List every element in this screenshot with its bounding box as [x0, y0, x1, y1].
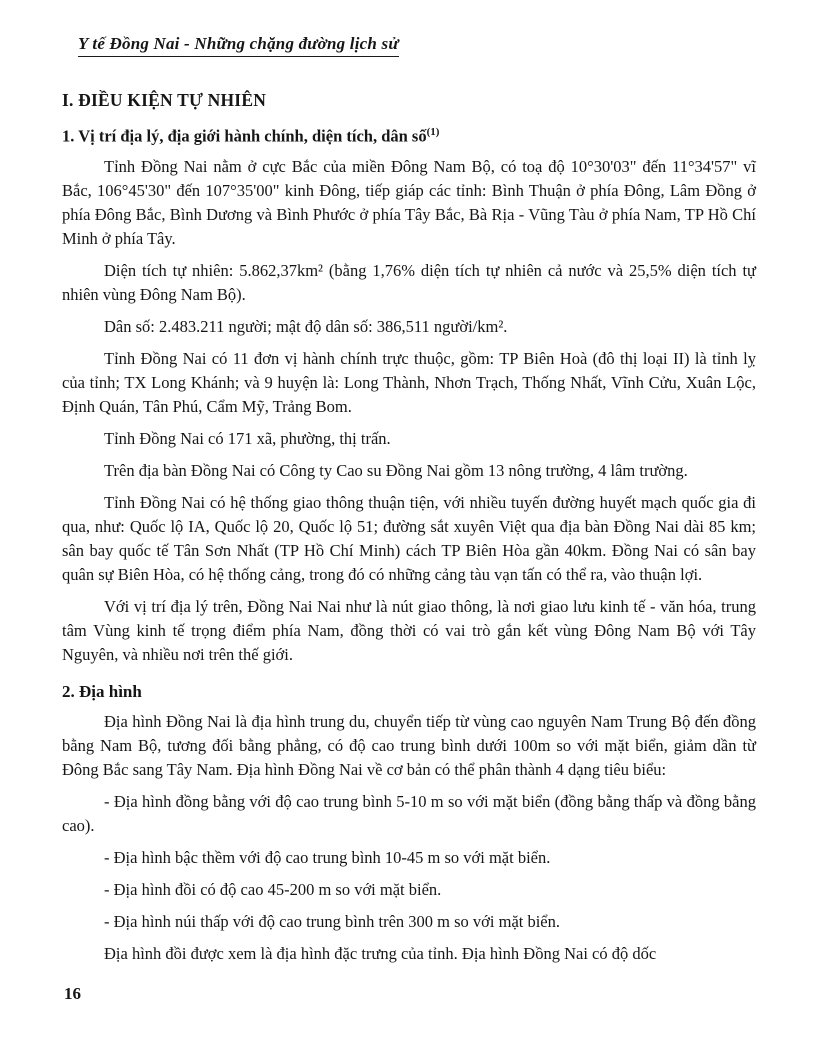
running-header — [78, 34, 756, 57]
bullet-terrain-hill: - Địa hình đồi có độ cao 45-200 m so với mặt biển. — [104, 879, 442, 899]
subsection-1-heading — [62, 126, 756, 147]
paragraph-population: Dân số: 2.483.211 người; mật độ dân số: 386,511 người/km². — [104, 316, 508, 336]
paragraph-geo-role: Với vị trí địa lý trên, Đồng Nai Nai như là nút giao thông, là nơi giao lưu kinh tế - văn hóa, trung tâm Vùng kinh tế trọng điểm phía Nam, đồng thời có vai trò gắn kết vùng Đông Nam Bộ với Tây Nguyên, và nhiều nơi trên thế giới. — [62, 596, 756, 664]
paragraph-location: Tỉnh Đồng Nai nằm ở cực Bắc của miền Đông Nam Bộ, có toạ độ 10°30'03" đến 11°34'57" vĩ Bắc, 106°45'30" đến 107°35'00" kinh Đông, tiếp giáp các tỉnh: Bình Thuận ở phía Đông, Lâm Đồng ở phía Đông Bắc, Bình Dương và Bình Phước ở phía Tây Bắc, Bà Rịa - Vũng Tàu ở phía Nam, TP Hồ Chí Minh ở phía Tây. — [62, 156, 756, 248]
bullet-terrain-low-mountain: - Địa hình núi thấp với độ cao trung bình trên 300 m so với mặt biển. — [104, 911, 561, 931]
running-header-title: Y tế Đồng Nai - Những chặng đường lịch sử — [78, 34, 399, 57]
paragraph-terrain-intro: Địa hình Đồng Nai là địa hình trung du, chuyển tiếp từ vùng cao nguyên Nam Trung Bộ đến đồng bằng Nam Bộ, tương đối bằng phẳng, có độ cao trung bình dưới 100m so với mặt biển, giảm dần từ Đông Bắc sang Tây Nam. Địa hình Đồng Nai về cơ bản có thể phân thành 4 dạng tiêu biểu: — [62, 711, 756, 779]
paragraph-transport: Tỉnh Đồng Nai có hệ thống giao thông thuận tiện, với nhiều tuyến đường huyết mạch quốc gia đi qua, như: Quốc lộ IA, Quốc lộ 20, Quốc lộ 51; đường sắt xuyên Việt qua địa bàn Đồng Nai dài 85 km; sân bay quốc tế Tân Sơn Nhất (TP Hồ Chí Minh) cách TP Biên Hòa gần 40km. Đồng Nai có sân bay quân sự Biên Hòa, có hệ thống cảng, trong đó có những cảng tàu vạn tấn có thể ra, vào thuận lợi. — [62, 492, 756, 584]
paragraph-admin-units: Tỉnh Đồng Nai có 11 đơn vị hành chính trực thuộc, gồm: TP Biên Hoà (đô thị loại II) là tỉnh lỵ của tỉnh; TX Long Khánh; và 9 huyện là: Long Thành, Nhơn Trạch, Thống Nhất, Vĩnh Cửu, Xuân Lộc, Định Quán, Tân Phú, Cẩm Mỹ, Trảng Bom. — [62, 348, 756, 416]
section-1-heading: I. ĐIỀU KIỆN TỰ NHIÊN — [62, 90, 267, 110]
paragraph-area: Diện tích tự nhiên: 5.862,37km² (bằng 1,76% diện tích tự nhiên cả nước và 25,5% diện tích tự nhiên vùng Đông Nam Bộ). — [62, 260, 756, 304]
bullet-terrain-plain: - Địa hình đồng bằng với độ cao trung bình 5-10 m so với mặt biển (đồng bằng thấp và đồng bằng cao). — [62, 791, 756, 835]
page-number: 16 — [64, 984, 81, 1003]
bullet-terrain-terrace: - Địa hình bậc thềm với độ cao trung bình 10-45 m so với mặt biển. — [104, 847, 551, 867]
section-2-heading: 2. Địa hình — [62, 681, 142, 701]
subsection-1-title: 1. Vị trí địa lý, địa giới hành chính, diện tích, dân số — [62, 126, 427, 146]
paragraph-communes: Tỉnh Đồng Nai có 171 xã, phường, thị trấn. — [104, 428, 391, 448]
footnote-marker: (1) — [426, 126, 440, 138]
paragraph-rubber-company: Trên địa bàn Đồng Nai có Công ty Cao su Đồng Nai gồm 13 nông trường, 4 lâm trường. — [104, 460, 688, 480]
paragraph-terrain-closing: Địa hình đồi được xem là địa hình đặc trưng của tỉnh. Địa hình Đồng Nai có độ dốc — [104, 943, 657, 963]
